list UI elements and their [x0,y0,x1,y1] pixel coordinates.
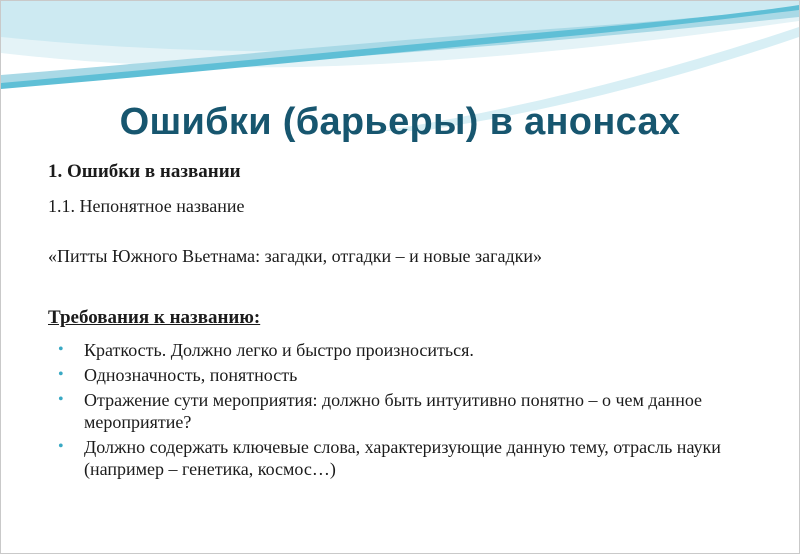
bullet-icon: • [58,366,64,383]
list-item-text: Должно содержать ключевые слова, характеризующие данную тему, отрасль науки (например – генетика, космос…) [84,437,721,479]
slide-title: Ошибки (барьеры) в анонсах [119,101,681,143]
bullet-icon: • [58,341,64,358]
list-item-text: Краткость. Должно легко и быстро произноситься. [84,340,474,360]
requirements-heading: Требования к названию: [48,307,261,328]
requirements-list [48,339,768,480]
bullet-icon: • [58,438,64,455]
list-item-text: Однозначность, понятность [84,365,298,385]
list-item-text: Отражение сути мероприятия: должно быть интуитивно понятно – о чем данное мероприятие? [84,390,703,432]
list-item [48,389,768,433]
list-item [48,339,768,361]
list-item [48,436,768,480]
slide-content [48,159,768,483]
subsection-heading: 1.1. Непонятное название [48,196,245,216]
section-heading: 1. Ошибки в названии [48,161,241,182]
list-item [48,364,768,386]
example-title: «Питты Южного Вьетнама: загадки, отгадки – и новые загадки» [48,246,543,266]
bullet-icon: • [58,391,64,408]
